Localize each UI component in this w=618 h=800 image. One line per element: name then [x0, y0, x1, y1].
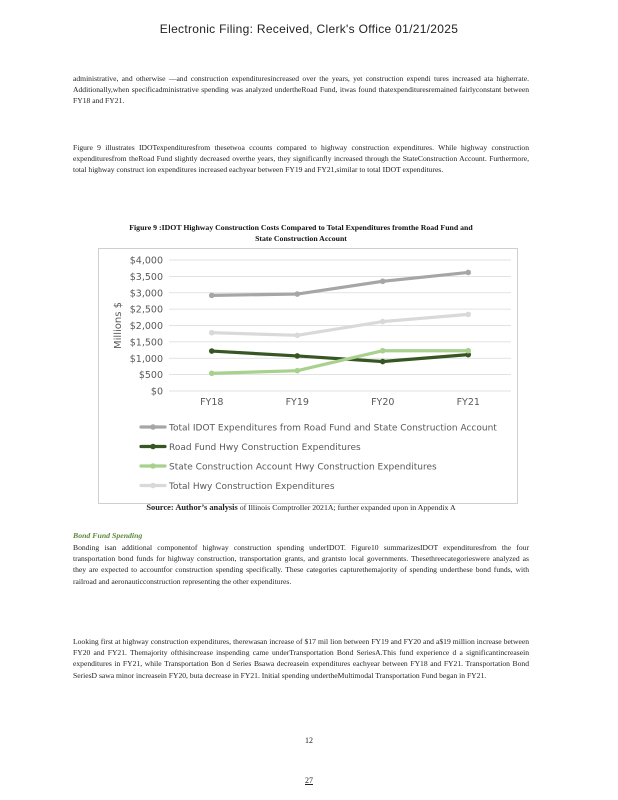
- data-point: [209, 330, 215, 336]
- legend-marker: [150, 444, 156, 450]
- legend-marker: [150, 424, 156, 430]
- figure-source: [73, 503, 529, 512]
- y-tick-label: $3,000: [129, 288, 163, 300]
- data-point: [380, 359, 386, 365]
- x-tick-label: FY21: [456, 397, 480, 408]
- line-chart-container: [98, 248, 518, 504]
- y-tick-label: $500: [138, 370, 163, 382]
- y-tick-label: $2,500: [129, 304, 163, 316]
- legend-label: State Construction Account Hwy Construction Expenditures: [169, 462, 437, 473]
- data-point: [294, 368, 300, 374]
- figure-caption-line2: State Construction Account: [255, 234, 347, 243]
- legend-label: Total Hwy Construction Expenditures: [169, 482, 335, 492]
- page-number: 12: [305, 736, 313, 745]
- data-point: [380, 348, 386, 354]
- x-tick-label: FY18: [200, 397, 224, 408]
- series-line-4: [212, 314, 469, 335]
- y-tick-label: $3,500: [129, 271, 163, 283]
- paragraph-admin-spending: administrative, and otherwise —and construction expendituresincreased over the years, yet construction expendi tures increased ata higherrate. Additionally,when specificadministrative spending was analyzed undertheRoad Fund, itwas found thatexpendituresremained fairlyconstant between FY18 and FY21.: [73, 74, 529, 106]
- section-heading: Bond Fund Spending: [73, 531, 143, 540]
- data-point: [294, 333, 300, 339]
- data-point: [294, 291, 300, 297]
- y-tick-label: $2,000: [129, 321, 163, 332]
- data-point: [209, 371, 215, 377]
- data-point: [465, 312, 471, 318]
- y-tick-label: $0: [150, 386, 163, 398]
- footer-page-number: 27: [305, 776, 313, 785]
- x-tick-label: FY19: [285, 397, 309, 408]
- figure-caption: [73, 222, 529, 244]
- filing-header: Electronic Filing: Received, Clerk's Office 01/21/2025: [159, 22, 459, 36]
- legend-label: Total IDOT Expenditures from Road Fund and State Construction Account: [169, 423, 497, 434]
- data-point: [465, 270, 471, 276]
- legend-marker: [150, 463, 156, 469]
- y-axis-label: Millions $: [113, 302, 124, 349]
- data-point: [380, 319, 386, 325]
- y-tick-label: $1,000: [129, 353, 163, 365]
- figure-caption-line1: Figure 9 :IDOT Highway Construction Costs Compared to Total Expenditures fromthe Road Fund and: [129, 223, 473, 232]
- data-point: [380, 278, 386, 284]
- y-tick-label: $1,500: [129, 337, 163, 349]
- series-line-1: [212, 272, 469, 295]
- legend-marker: [150, 483, 156, 489]
- data-point: [209, 293, 215, 299]
- data-point: [209, 348, 215, 354]
- data-point: [294, 353, 300, 359]
- source-text: of Illinois Comptroller 2021A; further expanded upon in Appendix A: [239, 503, 456, 512]
- paragraph-highway-bonds: Looking first at highway construction expenditures, therewasan increase of $17 mil lion between FY19 and FY20 and a$19 million increase between FY20 and FY21. Themajority ofthisincrease inspending came underTransportation Bond SeriesA.This fund experience d a significantincreasein expenditures in FY21, while Transportation Bon d Series Bsawa decreasein expenditures eachyear between FY18 and FY21. Transportation Bond SeriesD sawa minor increasein FY20, buta decrease in FY21. Initial spending undertheMultimodal Transportation Fund began in FY21.: [73, 637, 529, 680]
- x-tick-label: FY20: [371, 397, 395, 408]
- paragraph-bonding: Bonding isan additional componentof highway construction spending underIDOT. Figure10 summarizesIDOT expendituresfrom the four transportation bond funds for highway construction, transportation grants, and grantsto local governments. Thesethreecategorieswere analyzed as they are expected to accountfor construction spending specifically. These categories capturethemajority of spending underthese bond funds, with railroad and aeronauticconstruction representing the other expenditures.: [73, 543, 529, 586]
- data-point: [465, 348, 471, 354]
- line-chart: [99, 249, 517, 503]
- legend-label: Road Fund Hwy Construction Expenditures: [169, 443, 361, 453]
- paragraph-figure9-intro: Figure 9 illustrates IDOTexpendituresfrom thesetwoa ccounts compared to highway construction expenditures. While highway construction expendituresfrom theRoad Fund slightly decreased overthe years, they significanfly increased through the StateConstruction Account. Furthermore, total highway construct ion expenditures increased eachyear between FY19 and FY21,similar to total IDOT expenditures.: [73, 143, 529, 175]
- source-label: Source: Author’s analysis: [146, 503, 238, 512]
- y-tick-label: $4,000: [129, 255, 163, 267]
